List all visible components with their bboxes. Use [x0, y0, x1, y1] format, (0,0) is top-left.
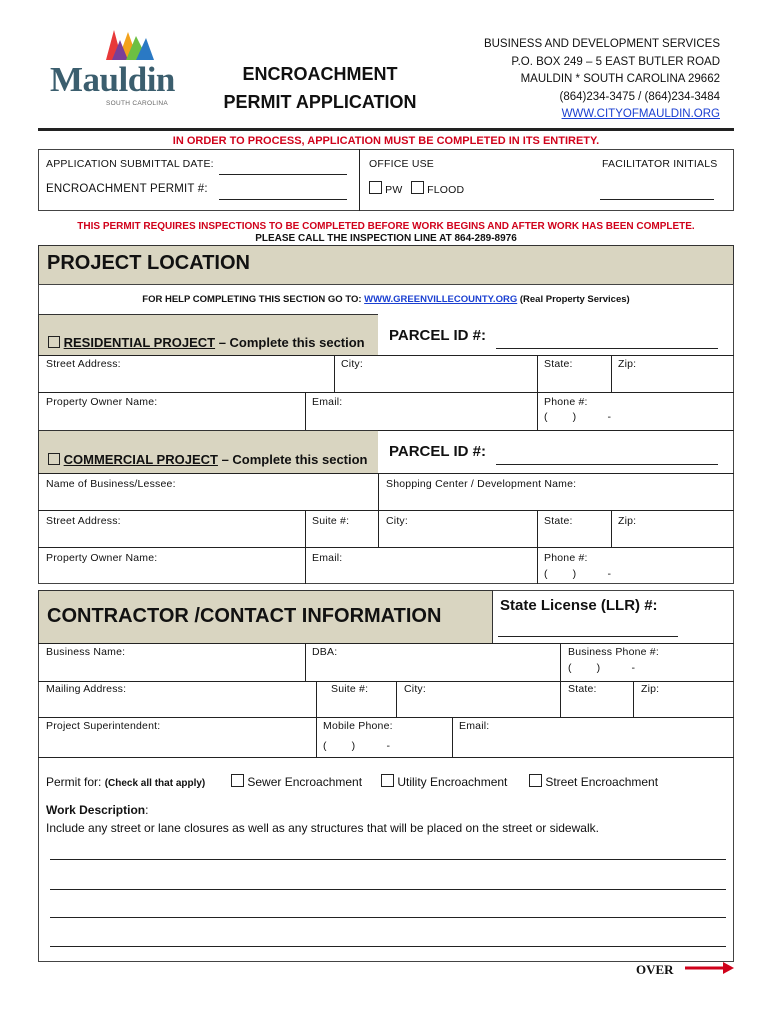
res-email-label: Email:: [312, 396, 343, 408]
submittal-date-label: APPLICATION SUBMITTAL DATE:: [46, 158, 214, 170]
org-address1: P.O. BOX 249 – 5 EAST BUTLER ROAD: [511, 55, 720, 68]
office-use-label: OFFICE USE: [369, 158, 435, 170]
commercial-checkbox[interactable]: [48, 453, 60, 465]
residential-label: RESIDENTIAL PROJECT: [63, 335, 216, 350]
con-business-label: Business Name:: [46, 646, 126, 658]
street-option[interactable]: [529, 774, 658, 789]
work-line-2[interactable]: [50, 889, 726, 890]
license-label: State License (LLR) #:: [500, 597, 658, 614]
res-owner-label: Property Owner Name:: [46, 396, 158, 408]
contractor-header: [38, 590, 493, 644]
utility-label: Utility Encroachment: [397, 775, 508, 789]
res-phone-label: Phone #:: [544, 396, 588, 408]
com-email-label: Email:: [312, 552, 343, 564]
com-zip-label: Zip:: [618, 515, 637, 527]
work-line-1[interactable]: [50, 859, 726, 860]
notice-complete: IN ORDER TO PROCESS, APPLICATION MUST BE COMPLETED IN ITS ENTIRETY.: [172, 135, 600, 147]
res-phone-format[interactable]: ( ) -: [544, 411, 612, 423]
com-div-zip: [611, 510, 612, 547]
street-label: Street Encroachment: [545, 775, 659, 789]
permit-for: [46, 775, 205, 789]
flood-label: FLOOD: [427, 184, 465, 196]
con-suite-label: Suite #:: [331, 683, 369, 695]
com-state-label: State:: [544, 515, 573, 527]
permit-number-field[interactable]: [219, 199, 347, 200]
commercial-label: COMMERCIAL PROJECT: [63, 452, 218, 467]
res-div-email: [305, 392, 306, 430]
res-street-label: Street Address:: [46, 358, 121, 370]
project-location-header: [38, 245, 734, 285]
over-label: OVER: [636, 962, 674, 977]
con-row4-top: [38, 757, 734, 758]
inspection-notice: THIS PERMIT REQUIRES INSPECTIONS TO BE COMPLETED BEFORE WORK BEGINS AND AFTER WORK HAS BEEN COMPLETE.: [77, 221, 695, 232]
residential-option[interactable]: [48, 335, 365, 350]
con-row2-top: [38, 681, 734, 682]
con-mobile-label: Mobile Phone:: [323, 720, 393, 732]
con-business-phone-format[interactable]: ( ) -: [568, 662, 636, 674]
help-prefix: FOR HELP COMPLETING THIS SECTION GO TO:: [142, 294, 362, 305]
com-shopping-label: Shopping Center / Development Name:: [386, 478, 577, 490]
submittal-date-field[interactable]: [219, 174, 347, 175]
con-business-phone-label: Business Phone #:: [568, 646, 659, 658]
res-row2-top: [38, 392, 734, 393]
office-divider: [359, 149, 360, 211]
work-description-colon: :: [145, 803, 149, 817]
residential-suffix: – Complete this section: [218, 335, 365, 350]
con-div-city: [396, 681, 397, 718]
license-field[interactable]: [498, 636, 678, 637]
com-phone-format[interactable]: ( ) -: [544, 568, 612, 580]
con-div-dba: [305, 643, 306, 681]
commercial-parcel-field[interactable]: [496, 464, 718, 465]
con-mobile-format[interactable]: ( ) -: [323, 740, 391, 752]
con-state-label: State:: [568, 683, 597, 695]
contractor-title: CONTRACTOR /CONTACT INFORMATION: [47, 605, 442, 627]
help-text: [38, 294, 734, 305]
org-contact: [484, 36, 720, 124]
facilitator-field[interactable]: [600, 199, 714, 200]
con-div-zip: [633, 681, 634, 718]
facilitator-label: FACILITATOR INITIALS: [602, 158, 718, 170]
permit-number-label: ENCROACHMENT PERMIT #:: [46, 183, 208, 195]
com-business-label: Name of Business/Lessee:: [46, 478, 176, 490]
com-row2-top: [38, 510, 734, 511]
logo-wordmark: Mauldin: [50, 60, 175, 99]
work-description-hint: Include any street or lane closures as well as any structures that will be placed on the street or sidewalk.: [46, 821, 599, 835]
residential-checkbox[interactable]: [48, 336, 60, 348]
con-zip-label: Zip:: [641, 683, 660, 695]
utility-checkbox[interactable]: [381, 774, 394, 787]
work-line-4[interactable]: [50, 946, 726, 947]
utility-option[interactable]: [381, 774, 507, 789]
permit-for-label: Permit for:: [46, 775, 102, 789]
con-div-suite: [316, 681, 317, 718]
org-phones: (864)234-3475 / (864)234-3484: [559, 90, 720, 103]
header-rule: [38, 128, 734, 131]
help-suffix: (Real Property Services): [519, 294, 630, 305]
con-div-mobile: [316, 717, 317, 757]
com-row3-top: [38, 547, 734, 548]
city-logo: [48, 26, 183, 114]
commercial-suffix: – Complete this section: [221, 452, 368, 467]
con-row1-top: [38, 643, 734, 644]
con-dba-label: DBA:: [312, 646, 338, 658]
con-email-label: Email:: [459, 720, 490, 732]
res-row1-top: [38, 355, 734, 356]
sewer-label: Sewer Encroachment: [247, 775, 363, 789]
org-website-link[interactable]: WWW.CITYOFMAULDIN.ORG: [561, 108, 720, 120]
flood-checkbox[interactable]: [411, 181, 424, 194]
project-location-title: PROJECT LOCATION: [47, 252, 250, 274]
pw-label: PW: [385, 184, 403, 196]
pw-option[interactable]: [369, 181, 402, 196]
residential-parcel-field[interactable]: [496, 348, 718, 349]
res-state-label: State:: [544, 358, 573, 370]
com-street-label: Street Address:: [46, 515, 121, 527]
commercial-option[interactable]: [48, 452, 368, 467]
com-phone-label: Phone #:: [544, 552, 588, 564]
com-row1-top: [38, 473, 734, 474]
con-super-label: Project Superintendent:: [46, 720, 161, 732]
pw-checkbox[interactable]: [369, 181, 382, 194]
con-div-email: [452, 717, 453, 757]
work-description: [46, 803, 148, 817]
form-title-line2: PERMIT APPLICATION: [223, 92, 417, 112]
residential-parcel-label: PARCEL ID #:: [389, 327, 486, 344]
res-city-label: City:: [341, 358, 363, 370]
greenville-county-link[interactable]: WWW.GREENVILLECOUNTY.ORG: [364, 294, 518, 305]
com-div-city: [378, 510, 379, 547]
org-department: BUSINESS AND DEVELOPMENT SERVICES: [483, 38, 720, 50]
arrow-right-icon: [685, 961, 735, 975]
street-checkbox[interactable]: [529, 774, 542, 787]
res-div-city: [334, 355, 335, 393]
form-title-line1: ENCROACHMENT: [242, 64, 398, 84]
com-owner-label: Property Owner Name:: [46, 552, 158, 564]
inspection-phone: PLEASE CALL THE INSPECTION LINE AT 864-289-8976: [255, 233, 517, 244]
com-suite-label: Suite #:: [312, 515, 350, 527]
org-address2: MAULDIN * SOUTH CAROLINA 29662: [520, 73, 720, 85]
con-city-label: City:: [404, 683, 426, 695]
flood-option[interactable]: [411, 181, 464, 196]
con-row3-top: [38, 717, 734, 718]
con-mailing-label: Mailing Address:: [46, 683, 127, 695]
work-line-3[interactable]: [50, 917, 726, 918]
com-city-label: City:: [386, 515, 408, 527]
sewer-checkbox[interactable]: [231, 774, 244, 787]
sewer-option[interactable]: [231, 774, 362, 789]
logo-subtitle: SOUTH CAROLINA: [106, 100, 168, 107]
permit-for-hint: (Check all that apply): [104, 778, 206, 789]
work-description-label: Work Description: [46, 803, 146, 817]
commercial-parcel-label: PARCEL ID #:: [389, 443, 486, 460]
form-title: [205, 60, 435, 116]
com-div-shopping: [378, 473, 379, 511]
res-div-zip: [611, 355, 612, 393]
res-zip-label: Zip:: [618, 358, 637, 370]
